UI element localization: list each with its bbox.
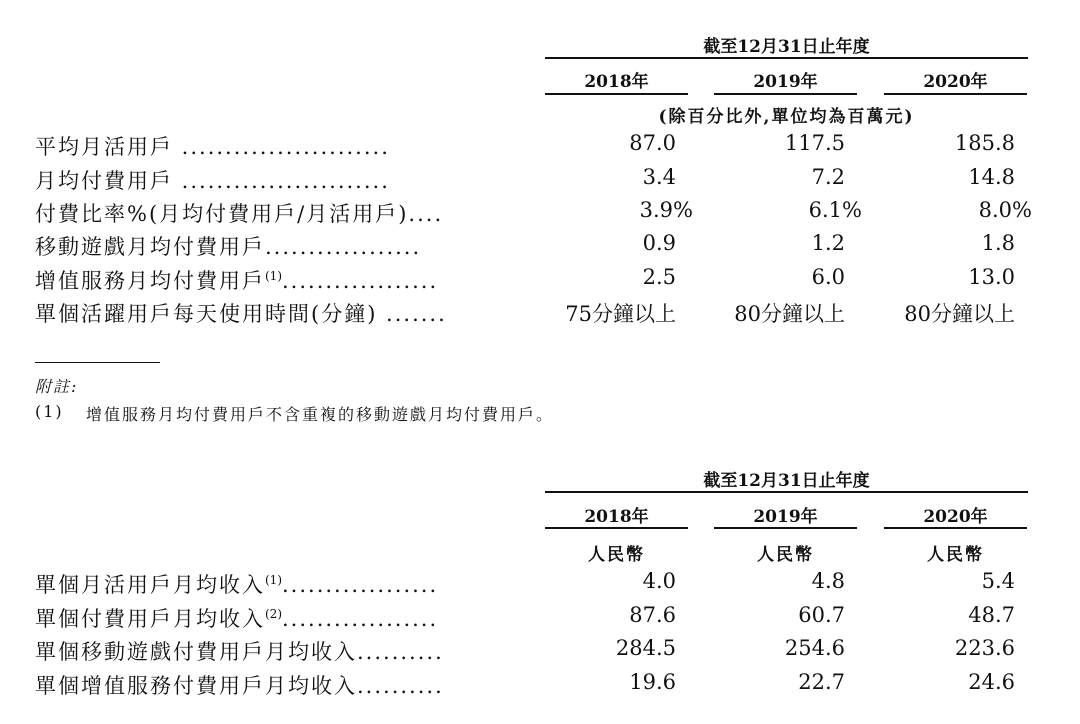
table1-year-rule <box>714 93 857 95</box>
table1-value: 6.0 <box>811 265 845 289</box>
table1-year-rule <box>884 93 1027 95</box>
table2-currency: 人民幣 <box>757 545 814 565</box>
table2-year-rule <box>714 527 857 529</box>
table1-value: 8.0% <box>978 198 1032 222</box>
table2-value: 19.6 <box>629 670 676 694</box>
table1-year-2018: 2018年 <box>584 72 649 92</box>
table2-year-rule <box>884 527 1027 529</box>
table1-row-label: 單個活躍用戶每天使用時間(分鐘) ....... <box>35 302 447 326</box>
note-text: 增值服務月均付費用戶不含重複的移動遊戲月均付費用戶。 <box>86 405 555 424</box>
table2-header-rule <box>545 491 1028 493</box>
table2-value: 22.7 <box>798 670 845 694</box>
table1-row-label: 移動遊戲月均付費用戶.................. <box>35 235 422 259</box>
footnote-separator <box>35 362 160 363</box>
table1-value: 185.8 <box>954 131 1015 155</box>
table1-row-label <box>35 265 515 295</box>
table1-value: 87.0 <box>629 131 676 155</box>
table1-row-label: 平均月活用戶 ........................ <box>35 135 390 159</box>
table2-value: 223.6 <box>954 636 1015 660</box>
note-marker: (1) <box>35 402 64 421</box>
table1-value: 14.8 <box>968 165 1015 189</box>
leader-dots: .................. <box>282 573 439 597</box>
table1-value: 13.0 <box>968 265 1015 289</box>
table1-period-header: 截至12月31日止年度 <box>703 37 870 57</box>
table1-value: 1.8 <box>981 231 1015 255</box>
leader-dots: .................. <box>282 269 439 293</box>
table2-currency: 人民幣 <box>927 545 984 565</box>
table1-value: 7.2 <box>811 165 845 189</box>
row-label-text: 增值服務月均付費用戶 <box>35 269 265 293</box>
table1-value: 80分鐘以上 <box>904 302 1015 326</box>
footnote-marker: (2) <box>265 607 282 621</box>
table2-value: 254.6 <box>784 636 845 660</box>
table2-value: 4.0 <box>642 569 676 593</box>
table2-value: 48.7 <box>968 603 1015 627</box>
table1-value: 0.9 <box>642 231 676 255</box>
table2-value: 24.6 <box>968 670 1015 694</box>
table1-value: 1.2 <box>811 231 845 255</box>
table2-row-label: 單個移動遊戲付費用戶月均收入.......... <box>35 640 444 664</box>
leader-dots: .................. <box>282 607 439 631</box>
table2-period-header: 截至12月31日止年度 <box>703 471 870 491</box>
table2-row-label <box>35 569 515 599</box>
footnote-marker: (1) <box>265 573 282 587</box>
table1-row-label: 月均付費用戶 ........................ <box>35 169 390 193</box>
table1-value: 80分鐘以上 <box>734 302 845 326</box>
table1-value: 3.9% <box>639 198 693 222</box>
table2-year-2020: 2020年 <box>923 507 988 527</box>
table2-value: 5.4 <box>981 569 1015 593</box>
table2-year-2018: 2018年 <box>584 507 649 527</box>
notes-title: 附註: <box>35 377 79 396</box>
footnote-marker: (1) <box>265 269 282 283</box>
table1-year-rule <box>545 93 688 95</box>
table1-year-2019: 2019年 <box>753 72 818 92</box>
table2-row-label <box>35 603 515 633</box>
table1-value: 6.1% <box>808 198 862 222</box>
table2-value: 87.6 <box>629 603 676 627</box>
table1-header-rule <box>545 57 1028 59</box>
table2-year-rule <box>545 527 688 529</box>
table2-currency: 人民幣 <box>588 545 645 565</box>
row-label-text: 單個付費用戶月均收入 <box>35 607 265 631</box>
table1-value: 3.4 <box>642 165 676 189</box>
table2-row-label: 單個增值服務付費用戶月均收入.......... <box>35 674 444 698</box>
table1-unit-note: (除百分比外,單位均為百萬元) <box>658 107 915 127</box>
table1-value: 117.5 <box>784 131 845 155</box>
row-label-text: 單個月活用戶月均收入 <box>35 573 265 597</box>
table2-year-2019: 2019年 <box>753 507 818 527</box>
table1-row-label: 付費比率%(月均付費用戶/月活用戶).... <box>35 202 444 226</box>
table2-value: 4.8 <box>811 569 845 593</box>
table1-value: 2.5 <box>642 265 676 289</box>
table1-year-2020: 2020年 <box>923 72 988 92</box>
table2-value: 284.5 <box>615 636 676 660</box>
table2-value: 60.7 <box>798 603 845 627</box>
table1-value: 75分鐘以上 <box>565 302 676 326</box>
